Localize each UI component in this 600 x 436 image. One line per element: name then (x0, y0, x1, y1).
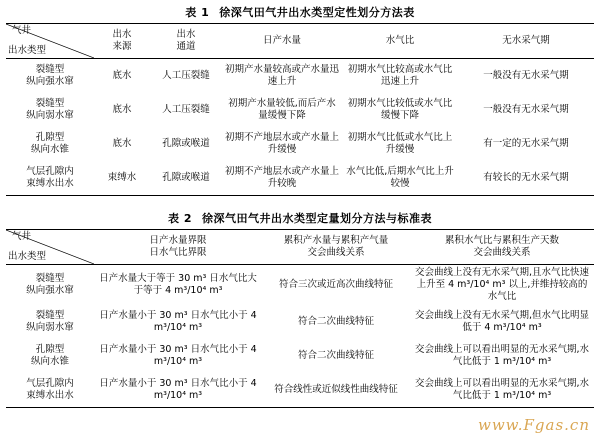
table-1-caption (6, 0, 594, 23)
table-1-corner-header (6, 24, 94, 59)
table-1 (6, 23, 594, 196)
table-2-header-cum-ratio-days (410, 230, 594, 265)
table-2-header-cum-water-gas (262, 230, 410, 265)
header-line-1: 日产水量界限 (149, 235, 207, 247)
header-line-2: 日水气比界限 (149, 247, 207, 258)
row-type-line-1: 孔隙型 (35, 132, 65, 144)
cell-water-rate: 初期不产地层水或产水量上升较晚 (225, 166, 340, 189)
cell-curve-1: 符合二次曲线特征 (297, 315, 374, 327)
cell-water-gas-ratio: 初期水气比较低或水气比缓慢下降 (347, 98, 453, 121)
header-line-2: 交会曲线关系 (307, 247, 365, 258)
table-1-header-no-water-period (458, 24, 594, 59)
header-line-2: 来源 (112, 41, 132, 52)
table-1-header-row (6, 24, 594, 59)
cell-channel: 人工压裂缝 (162, 104, 210, 116)
table-1-header-channel (150, 24, 222, 59)
table-row (6, 127, 594, 161)
cell-curve-2: 交会曲线上没有无水采气期,且水气比快速上升至 4 m³/10⁴ m³ 以上,并维持较高的水气比 (414, 267, 590, 302)
row-type (6, 127, 94, 161)
header-line-1: 水气比 (385, 35, 415, 47)
header-line-2: 交会曲线关系 (473, 247, 531, 258)
cell-water-gas-ratio: 初期水气比较高或水气比迅速上升 (347, 64, 453, 87)
row-type (6, 59, 94, 94)
table-1-caption-text: 徐深气田气井出水类型定性划分方法表 (219, 6, 415, 19)
table-1-header-water-rate (222, 24, 342, 59)
table-2 (6, 229, 594, 408)
row-type (6, 265, 94, 305)
row-type-line-2: 纵向弱水窜 (26, 110, 74, 121)
row-type (6, 161, 94, 196)
header-line-1: 无水采气期 (502, 35, 550, 47)
cell-curve-1: 符合二次曲线特征 (297, 349, 374, 361)
row-type-line-1: 裂缝型 (35, 98, 65, 110)
table-row (6, 265, 594, 305)
row-type-line-1: 气层孔隙内 (26, 377, 74, 389)
row-type-line-2: 束缚水出水 (26, 389, 74, 401)
table-row (6, 93, 594, 127)
cell-limit: 日产水量大于等于 30 m³ 日水气比大于等于 4 m³/10⁴ m³ (99, 272, 257, 296)
row-type-line-1: 孔隙型 (35, 343, 65, 355)
table-1-corner-top: 气井 (12, 25, 32, 36)
cell-water-rate: 初期不产地层水或产水量上升缓慢 (225, 132, 340, 155)
cell-source: 底水 (112, 138, 132, 150)
cell-curve-2: 交会曲线上没有无水采气期,但水气比明显低于 4 m³/10⁴ m³ (414, 309, 590, 333)
row-type (6, 339, 94, 373)
cell-curve-1: 符合三次或近高次曲线特征 (278, 278, 393, 290)
cell-source: 底水 (112, 70, 132, 82)
header-line-2: 通道 (176, 41, 196, 52)
row-type-line-1: 裂缝型 (35, 272, 65, 284)
table-row (6, 305, 594, 339)
cell-curve-1: 符合线性或近似线性曲线特征 (274, 383, 398, 395)
row-type-line-2: 纵向弱水窜 (26, 321, 74, 333)
table-row (6, 339, 594, 373)
table-2-corner-header (6, 230, 94, 265)
row-type (6, 373, 94, 408)
cell-channel: 孔隙或喉道 (162, 172, 210, 184)
cell-water-gas-ratio: 水气比低,后期水气比上升较慢 (346, 166, 454, 189)
row-type-line-2: 束缚水出水 (26, 178, 74, 189)
cell-channel: 人工压裂缝 (162, 70, 210, 82)
cell-limit: 日产水量小于 30 m³ 日水气比小于 4 m³/10⁴ m³ (99, 309, 257, 333)
row-type (6, 305, 94, 339)
cell-water-rate: 初期产水量较高或产水量迅速上升 (225, 64, 340, 87)
row-type-line-2: 纵向强水窜 (26, 284, 74, 296)
row-type-line-1: 气层孔隙内 (26, 166, 74, 178)
table-2-caption-number: 表 2 (168, 212, 192, 225)
watermark: www.Fgas.cn (478, 416, 590, 434)
table-2-header-row (6, 230, 594, 265)
cell-curve-2: 交会曲线上可以看出明显的无水采气期,水气比低于 1 m³/10⁴ m³ (414, 343, 590, 367)
cell-channel: 孔隙或喉道 (162, 138, 210, 150)
header-line-1: 出水 (176, 29, 196, 41)
cell-water-gas-ratio: 初期水气比低或水气比上升缓慢 (347, 132, 453, 155)
row-type (6, 93, 94, 127)
row-type-line-1: 裂缝型 (35, 64, 65, 76)
table-1-caption-number: 表 1 (185, 6, 210, 19)
cell-no-water-period: 一般没有无水采气期 (483, 70, 569, 82)
table-row (6, 59, 594, 94)
table-row (6, 373, 594, 408)
cell-source: 束缚水 (107, 172, 137, 184)
header-line-1: 累积水气比与累积生产天数 (444, 235, 559, 247)
cell-limit: 日产水量小于 30 m³ 日水气比小于 4 m³/10⁴ m³ (99, 377, 257, 401)
header-line-1: 日产水量 (262, 35, 301, 47)
table-2-caption (6, 206, 594, 229)
row-type-line-1: 裂缝型 (35, 309, 65, 321)
cell-water-rate: 初期产水量较低,而后产水量缓慢下降 (228, 98, 336, 121)
cell-source: 底水 (112, 104, 132, 116)
table-2-corner-bottom: 出水类型 (8, 251, 47, 263)
cell-no-water-period: 一般没有无水采气期 (483, 104, 569, 116)
row-type-line-2: 纵向强水窜 (26, 76, 74, 87)
table-1-block (6, 0, 594, 196)
header-line-1: 出水 (112, 29, 132, 41)
table-row (6, 161, 594, 196)
cell-limit: 日产水量小于 30 m³ 日水气比小于 4 m³/10⁴ m³ (99, 343, 257, 367)
table-1-corner-bottom: 出水类型 (8, 45, 47, 57)
table-2-corner-top: 气井 (12, 231, 32, 242)
table-2-header-limits (94, 230, 262, 265)
table-1-header-water-gas-ratio (342, 24, 458, 59)
row-type-line-2: 纵向水锥 (30, 355, 69, 367)
cell-no-water-period: 有较长的无水采气期 (483, 172, 569, 184)
cell-curve-2: 交会曲线上可以看出明显的无水采气期,水气比低于 1 m³/10⁴ m³ (414, 377, 590, 401)
row-type-line-2: 纵向水锥 (30, 144, 69, 155)
table-2-block (6, 206, 594, 408)
cell-no-water-period: 有一定的无水采气期 (483, 138, 569, 150)
table-2-caption-text: 徐深气田气井出水类型定量划分方法与标准表 (201, 212, 432, 225)
header-line-1: 累积产水量与累积产气量 (283, 235, 389, 247)
table-1-header-source (94, 24, 150, 59)
